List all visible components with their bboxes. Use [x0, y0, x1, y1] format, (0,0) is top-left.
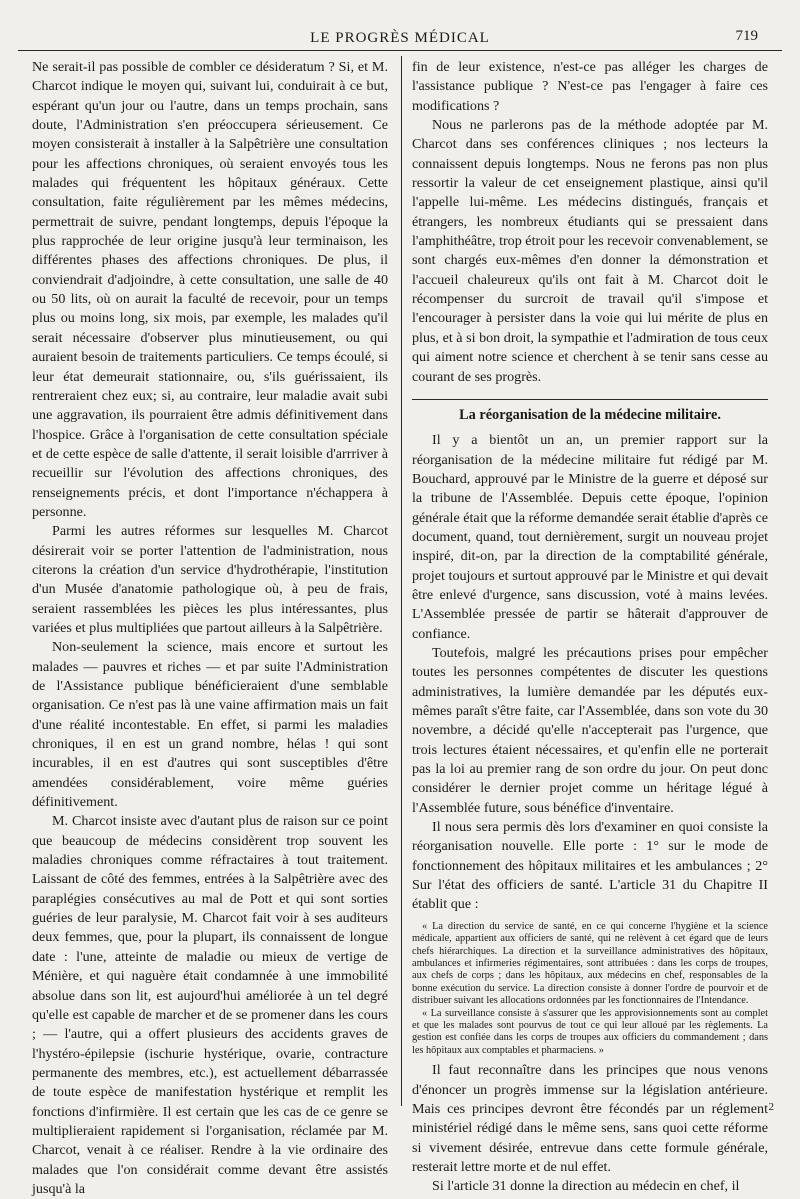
right-column: [412, 58, 768, 1197]
paragraph: Toutefois, malgré les précautions prises pour empêcher toutes les personnes compétentes de discuter les questions administratives, la lumière demandée par les députés eux-mêmes paraît s'être faite, car l'Assemblée, dans son vote du 30 novembre, a décidé qu'elle n'accepterait pas l'urgence, que trois lectures étaient nécessaires, et qu'enfin elle ne porterait pas la loi au premier rang de son ordre du jour. On peut donc considérer le dernier projet comme un héritage légué à l'Assemblée future, sous bénéfice d'inventaire.: [412, 644, 768, 816]
page-number: 719: [735, 28, 758, 44]
left-column: [32, 58, 388, 1199]
paragraph: Il nous sera permis dès lors d'examiner en quoi consiste la réorganisation nouvelle. Elle porte : 1° sur le mode de fonctionnement des hôpitaux militaires et les ambulances ; 2° Sur l'état des officiers de santé. L'article 31 du Chapitre II établit que :: [412, 819, 768, 913]
header-rule: [18, 50, 782, 51]
journal-title: LE PROGRÈS MÉDICAL: [310, 30, 490, 46]
paragraph: fin de leur existence, n'est-ce pas alléger les charges de l'assistance publique ? N'est-ce pas l'engager à faire ces modifications ?: [412, 59, 768, 114]
quote-paragraph: « La surveillance consiste à s'assurer que les approvisionnements sont au complet et que les malades sont pourvus de tout ce qui leur alloué par les règlements. La gestion est confiée dans les corps de troupes aux officiers du commandement ; dans les hôpitaux aux comptables et pharmaciens. »: [412, 1007, 768, 1056]
paragraph: Ne serait-il pas possible de combler ce désideratum ? Si, et M. Charcot indique le moyen qui, suivant lui, conduirait à ce but, espérant qu'un jour ou l'autre, dans un temps prochain, sans doute, l'Administration s'en préoccupera sérieusement. Ce moyen consisterait à installer à la Salpêtrière une consultation pour les affections chroniques, où seraient envoyés tous les malades qui fréquentent les hôpitaux généraux. Cette consultation, faite régulièrement par les mêmes médecins, permettrait de suivre, pendant longtemps, depuis l'époque la plus rapprochée de leur origine jusqu'à leur terminaison, les différentes phases des affections chroniques. De plus, il conviendrait d'adjoindre, à cette consultation, une salle de 40 ou 50 lits, où on aurait la faculté de recevoir, pour un temps plus ou moins long, six mois, par exemple, les malades qu'il serait nécessaire d'observer plus minutieusement, ou qui auraient besoin de traitements particuliers. Ce temps écoulé, si leur état demeurait stationnaire, ou, s'ils guérissaient, ils rentreraient chez eux; si, au contraire, leur maladie avait subi une aggravation, ils pourraient être admis définitivement dans l'hospice. Grâce à l'organisation de cette consultation spéciale et de cette espèce de salle d'attente, il serait loisible d'arrriver à recueillir sur l'évolution des affections chroniques, des renseignements précis, et dont l'importance n'échappera à personne.: [32, 59, 388, 520]
column-divider: [401, 56, 402, 1106]
quoted-article: [412, 921, 768, 1057]
paragraph: Non-seulement la science, mais encore et surtout les malades — pauvres et riches — et par suite l'Administration de l'Assistance publique bénéficieraient d'une semblable organisation. Ce n'est pas là une vaine affirmation mais un fait d'une réalité incontestable. En effet, si parmi les maladies chroniques, il en est un grand nombre, hélas ! qui sont incurables, il en est d'autres qui sont susceptibles d'être amendées considérablement, voire même guéries définitivement.: [32, 639, 388, 811]
signature-mark: 2: [768, 1101, 774, 1113]
paragraph: Il y a bientôt un an, un premier rapport sur la réorganisation de la médecine militaire fut rédigé par M. Bouchard, approuvé par le Ministre de la guerre et déposé sur la tribune de l'Assemblée. Depuis cette époque, l'opinion générale était que la réforme demandée serait établie d'après ce document, quand, tout dernièrement, surgit un nouveau projet inspiré, dit-on, par la direction de la comptabilité générale, projet toujours et surtout approuvé par le Ministre et qui devait être enlevé d'urgence, sans discussion, voté à mains levées. L'Assemblée pressée de partir se hâterait d'approuver de confiance.: [412, 432, 768, 642]
paragraph: M. Charcot insiste avec d'autant plus de raison sur ce point que beaucoup de médecins considèrent trop souvent les maladies chroniques comme réfractaires à tout traitement. Laissant de côté des femmes, entrées à la Salpêtrière avec des paraplégies consécutives au mal de Pott et qui sont sorties guéries de leur paralysie, M. Charcot fait voir à ses auditeurs deux femmes, que, pour la plupart, ils connaissent de longue date : l'une, atteinte de maladie ou mieux de vertige de Ménière, et qui naguère était condamnée à une immobilité absolue dans son lit, est aujourd'hui améliorée à un tel degré qu'elle est capable de marcher et de se promener dans les cours ; — l'autre, qui a offert plusieurs des accidents graves de l'hystéro-épilepsie (ischurie hystérique, ovarie, contracture permanente des membres, etc.), est actuellement débarrassée de toute espèce de manifestation hystérique et remplit les fonctions d'infirmière. Il est certain que les cas de ce genre se multiplieraient rapidement si l'organisation, réclamée par M. Charcot, venait à ce réaliser. Rendre à la vie ordinaire des malades que l'on considérait comme devant être assistés jusqu'à la: [32, 813, 388, 1197]
quote-paragraph: « La direction du service de santé, en ce qui concerne l'hygiène et la science médicale, appartient aux officiers de santé, qui ne relèvent à cet égard que de leurs chefs hiérarchiques. La direction et la surveillance administratives des hôpitaux, ambulances et infirmeries régimentaires, sont attribuées : dans les corps de troupes, aux chefs de corps ; dans les hôpitaux, aux médecins en chef, responsables de la bonne exécution du service. La direction consiste à donner l'ordre de pourvoir et de distribuer suivant les allocations ordonnées par les fonctionnaires de l'Intendance.: [412, 920, 768, 1007]
paragraph: Il faut reconnaître dans les principes que nous venons d'énoncer un progrès immense sur la législation antérieure. Mais ces principes devront être fécondés par un réglement ministériel rédigé dans le même sens, sans quoi cette réforme si vivement désirée, entrevue dans cette formule générale, resterait lettre morte et de nul effet.: [412, 1062, 768, 1175]
page-header: [18, 28, 782, 48]
paragraph: Si l'article 31 donne la direction au médecin en chef, il: [432, 1178, 740, 1195]
paragraph: Parmi les autres réformes sur lesquelles M. Charcot désirerait voir se porter l'attention de l'administration, nous citerons la création d'un service d'hydrothérapie, l'institution d'un Musée d'anatomie pathologique où, à peu de frais, seraient rassemblées les pièces les plus intéressantes, plus variées et plus multipliées que partout ailleurs à la Salpêtrière.: [32, 523, 388, 636]
paragraph: Nous ne parlerons pas de la méthode adoptée par M. Charcot dans ses conférences cliniques ; nos lecteurs la connaissent depuis longtemps. Nous ne ferons pas non plus ressortir la valeur de cet enseignement plastique, ainsi qu'il l'appelle lui-même. Les médecins distingués, français et étrangers, les nombreux étudiants qui se pressaient dans l'amphithéâtre, trop étroit pour les recevoir convenablement, se sont chargés eux-mêmes d'en donner la démonstration et l'accueil chaleureux qu'ils ont fait à M. Charcot doit le récompenser du surcroit de travail qu'il s'impose et l'encourager à persister dans la voie qui lui mérite de plus en plus, et à si bon droit, la sympathie et l'admiration de tous ceux qui aiment notre science et cherchent à se tenir sans cesse au courant de ses progrès.: [412, 117, 768, 385]
section-heading: La réorganisation de la médecine militaire.: [412, 399, 768, 425]
